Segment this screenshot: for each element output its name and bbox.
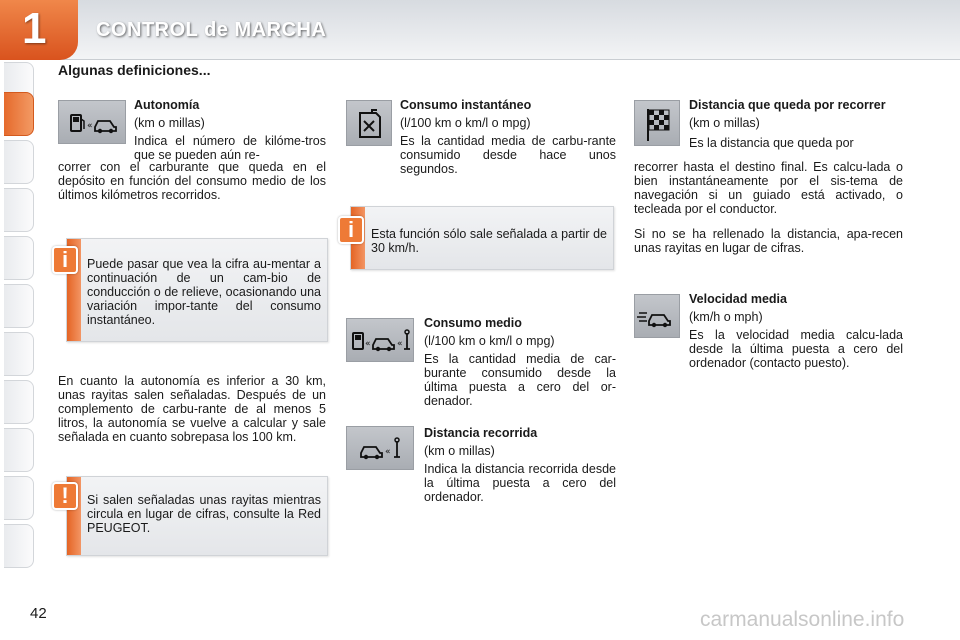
side-tab-8[interactable]	[4, 380, 34, 424]
consumo-instantaneo-block	[400, 98, 616, 176]
svg-text:«: «	[397, 339, 403, 349]
distancia-queda-text-short: Es la distancia que queda por	[689, 136, 854, 150]
consumo-medio-block	[424, 316, 616, 408]
velocidad-media-block	[689, 292, 903, 370]
section-subtitle: Algunas definiciones...	[58, 62, 211, 78]
consumo-instantaneo-text: Es la cantidad media de carbu-rante consumido desde hace unos segundos.	[400, 134, 616, 176]
distancia-recorrida-title: Distancia recorrida	[424, 426, 538, 440]
distancia-queda-text-2: Si no se ha rellenado la distancia, apa-recen unas rayitas en lugar de cifras.	[634, 227, 903, 255]
distancia-recorrida-unit: (km o millas)	[424, 444, 495, 458]
page-number: 42	[30, 605, 47, 622]
svg-text:«: «	[385, 447, 391, 457]
side-tab-7[interactable]	[4, 332, 34, 376]
autonomia-block	[134, 98, 326, 162]
info-note-2-text: Esta función sólo sale señalada a partir de 30 km/h.	[371, 227, 607, 255]
warning-icon: !	[52, 482, 78, 510]
side-tab-10[interactable]	[4, 476, 34, 520]
side-tab-active[interactable]	[4, 92, 34, 136]
autonomia-text-short: Indica el número de kilóme-tros que se pueden aún re-	[134, 134, 326, 162]
chapter-tab	[0, 0, 78, 60]
distancia-recorrida-text: Indica la distancia recorrida desde la última puesta a cero del ordenador.	[424, 462, 616, 504]
velocidad-media-unit: (km/h o mph)	[689, 310, 763, 324]
side-tab-3[interactable]	[4, 140, 34, 184]
warning-note	[66, 476, 328, 556]
side-tab-11[interactable]	[4, 524, 34, 568]
svg-text:«: «	[87, 121, 93, 131]
distancia-queda-text-full: recorrer hasta el destino final. Es calcu-lada o bien instantáneamente por el sis-tema de navegación si un guiado está activado, o tecleada por el conductor.	[634, 160, 903, 216]
fuel-can-icon	[346, 100, 392, 146]
svg-text:«: «	[365, 339, 371, 349]
average-consumption-icon	[346, 318, 414, 362]
distancia-recorrida-block	[424, 426, 616, 504]
info-note-1-text: Puede pasar que vea la cifra au-mentar a continuación de un cam-bio de conducción o de relieve, ocasionando una variación impor-tante del consumo instantáneo.	[87, 257, 321, 327]
side-tab-4[interactable]	[4, 188, 34, 232]
info-icon: i	[52, 246, 78, 274]
consumo-instantaneo-unit: (l/100 km o km/l o mpg)	[400, 116, 531, 130]
autonomia-paragraph: En cuanto la autonomía es inferior a 30 km, unas rayitas salen señaladas. Después de un complemento de carbu-rante de al menos 5 litros, la autonomía se vuelve a calcular y sale señalada en cuanto sobrepasa los 100 km.	[58, 374, 326, 444]
consumo-medio-text: Es la cantidad media de car-burante consumido desde la última puesta a cero del or-denador.	[424, 352, 616, 408]
side-tab-5[interactable]	[4, 236, 34, 280]
checkered-flag-icon	[634, 100, 680, 146]
warning-note-text: Si salen señaladas unas rayitas mientras circula en lugar de cifras, consulte la Red PEUGEOT.	[87, 493, 321, 535]
velocidad-media-title: Velocidad media	[689, 292, 787, 306]
chapter-number: 1	[22, 4, 47, 53]
distancia-queda-block	[689, 98, 903, 150]
consumo-medio-title: Consumo medio	[424, 316, 522, 330]
watermark: carmanualsonline.info	[700, 608, 905, 631]
range-icon	[58, 100, 126, 144]
side-tab-strip	[0, 62, 36, 582]
side-tab-9[interactable]	[4, 428, 34, 472]
distance-travelled-icon	[346, 426, 414, 470]
consumo-medio-unit: (l/100 km o km/l o mpg)	[424, 334, 555, 348]
page-title: CONTROL de MARCHA	[96, 19, 327, 41]
autonomia-unit: (km o millas)	[134, 116, 205, 130]
average-speed-icon	[634, 294, 680, 338]
info-icon: i	[338, 216, 364, 244]
info-note-speed	[350, 206, 614, 270]
distancia-queda-unit: (km o millas)	[689, 116, 760, 130]
velocidad-media-text: Es la velocidad media calcu-lada desde la última puesta a cero del ordenador (contacto puesto).	[689, 328, 903, 370]
consumo-instantaneo-title: Consumo instantáneo	[400, 98, 532, 112]
autonomia-text-full: correr con el carburante que queda en el depósito en función del consumo medio de los últimos kilómetros recorridos.	[58, 160, 326, 202]
side-tab-6[interactable]	[4, 284, 34, 328]
autonomia-title: Autonomía	[134, 98, 200, 112]
distancia-queda-title: Distancia que queda por recorrer	[689, 98, 886, 112]
info-note-fuel-variation	[66, 238, 328, 342]
